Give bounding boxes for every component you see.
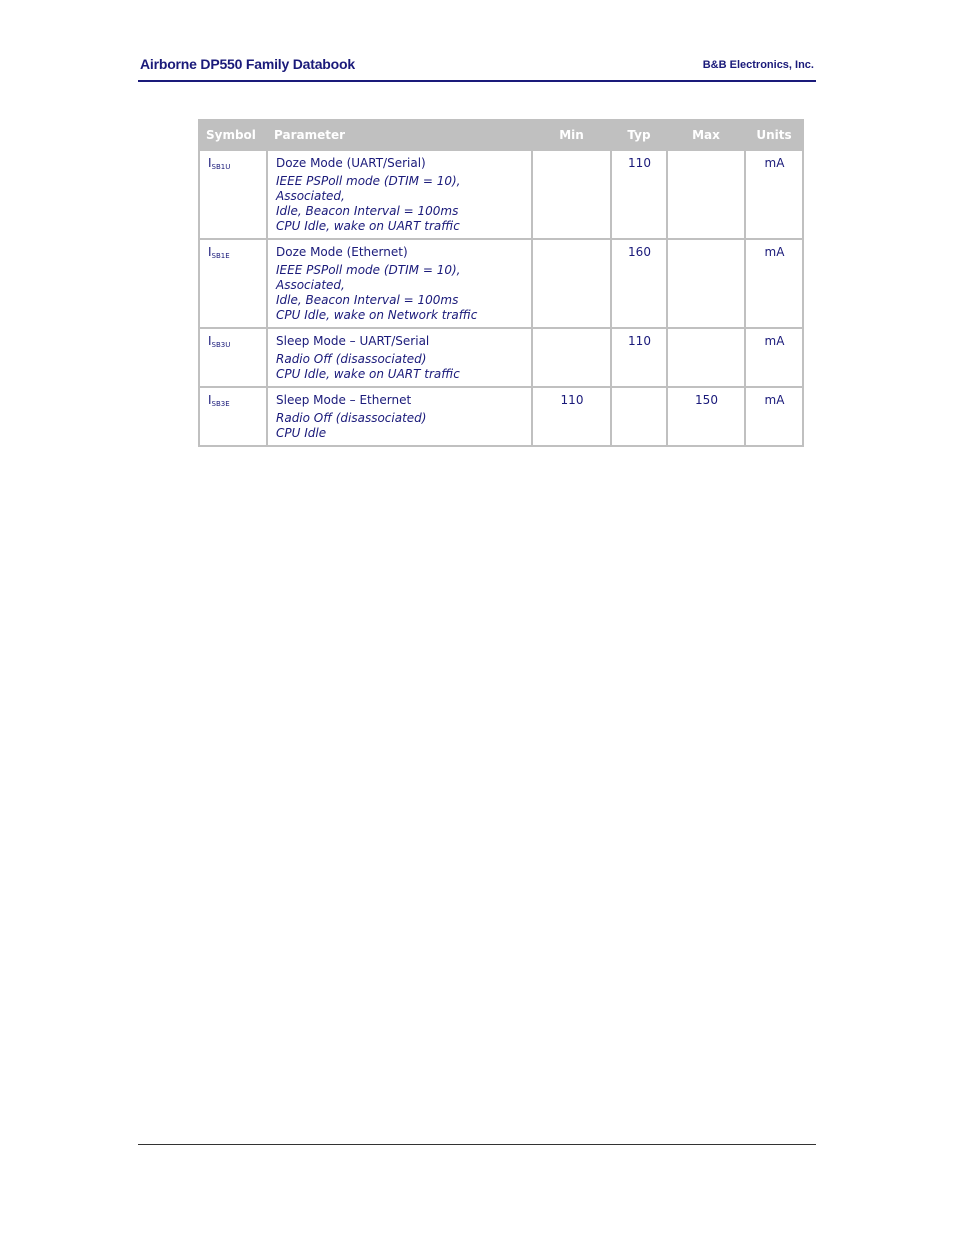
max-cell — [667, 239, 745, 328]
parameter-condition: CPU Idle, wake on UART traffic — [276, 367, 460, 381]
symbol-subscript: SB3U — [211, 341, 231, 349]
units-cell: mA — [745, 239, 803, 328]
column-header-symbol: Symbol — [199, 120, 267, 150]
symbol-cell — [199, 328, 267, 387]
parameter-name: Doze Mode (UART/Serial) — [276, 156, 426, 170]
parameter-condition: CPU Idle, wake on Network traffic — [276, 308, 478, 322]
parameter-cell — [267, 150, 532, 239]
symbol-cell — [199, 239, 267, 328]
symbol-cell — [199, 150, 267, 239]
company-name: B&B Electronics, Inc. — [702, 59, 814, 71]
symbol-letter: I — [208, 245, 212, 259]
max-cell — [667, 328, 745, 387]
typ-cell — [611, 387, 667, 446]
units-cell: mA — [745, 387, 803, 446]
symbol-letter: I — [208, 156, 212, 170]
table-row — [199, 239, 803, 328]
parameter-condition: IEEE PSPoll mode (DTIM = 10), Associated, — [276, 174, 461, 203]
table-row — [199, 387, 803, 446]
parameter-cell — [267, 387, 532, 446]
typ-cell: 160 — [611, 239, 667, 328]
typ-cell: 110 — [611, 328, 667, 387]
units-cell: mA — [745, 328, 803, 387]
page-header — [138, 56, 816, 82]
column-header-min: Min — [532, 120, 611, 150]
footer-divider — [138, 1144, 816, 1145]
max-cell: 150 — [667, 387, 745, 446]
min-cell: 110 — [532, 387, 611, 446]
symbol-letter: I — [208, 393, 212, 407]
symbol-subscript: SB1U — [211, 163, 231, 171]
parameter-cell — [267, 328, 532, 387]
parameter-condition: CPU Idle — [276, 426, 327, 440]
parameter-condition: CPU Idle, wake on UART traffic — [276, 219, 460, 233]
parameter-condition: Idle, Beacon Interval = 100ms — [276, 293, 459, 307]
symbol-subscript: SB1E — [211, 252, 230, 260]
symbol-letter: I — [208, 334, 212, 348]
units-cell: mA — [745, 150, 803, 239]
table-row — [199, 328, 803, 387]
parameter-condition: IEEE PSPoll mode (DTIM = 10), Associated, — [276, 263, 461, 292]
power-consumption-table — [198, 119, 804, 447]
parameter-name: Sleep Mode – UART/Serial — [276, 334, 430, 348]
document-title: Airborne DP550 Family Databook — [140, 56, 355, 72]
column-header-max: Max — [667, 120, 745, 150]
symbol-subscript: SB3E — [211, 400, 230, 408]
table-row — [199, 150, 803, 239]
parameter-name: Sleep Mode – Ethernet — [276, 393, 412, 407]
parameter-condition: Radio Off (disassociated) — [276, 352, 427, 366]
table-body — [199, 150, 803, 446]
column-header-parameter: Parameter — [267, 120, 532, 150]
min-cell — [532, 150, 611, 239]
typ-cell: 110 — [611, 150, 667, 239]
parameter-cell — [267, 239, 532, 328]
min-cell — [532, 328, 611, 387]
table-header-row — [199, 120, 803, 150]
column-header-units: Units — [745, 120, 803, 150]
max-cell — [667, 150, 745, 239]
parameter-name: Doze Mode (Ethernet) — [276, 245, 408, 259]
symbol-cell — [199, 387, 267, 446]
parameter-condition: Radio Off (disassociated) — [276, 411, 427, 425]
min-cell — [532, 239, 611, 328]
parameter-condition: Idle, Beacon Interval = 100ms — [276, 204, 459, 218]
column-header-typ: Typ — [611, 120, 667, 150]
